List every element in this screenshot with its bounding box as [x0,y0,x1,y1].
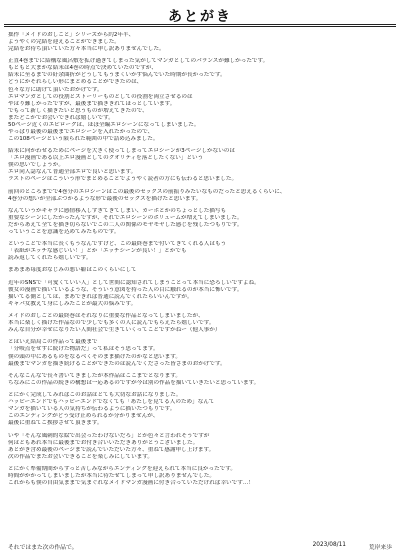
text-line: だからあえて全てを描き切らないでこの二人の関係のモヤモヤした感じを残したつもりです。 [8,221,243,228]
text-line: とはいえ結局この作品って最後まで [8,339,98,346]
paragraph [8,313,392,334]
text-line: 結末に至るまでの紆余曲折がどうしてもうまくいかず悩んでいた時期が長かったです。 [8,72,226,79]
text-line: でもって新しく描きたいと思うものが増えてきたので、 [8,107,148,114]
text-line: マンガを描いている人の気持ちが伝わるように描いたつもりです。 [8,406,176,413]
text-line: 近年のSNSで「可愛くていい人」として世間に認知されてしまうことって本当に恐ろしいですよね。 [8,279,260,286]
text-line: もともと大まかな結末は4巻の時点で決めていたのですが、 [8,65,157,72]
text-line: 最後までマンガを描き続けることができたのは読んでくださった皆さまのおかげです。 [8,360,226,367]
paragraph [8,373,392,387]
text-line: ラストのページはこういう形でまとめることでようやく読者の方にも伝わると思いました。 [8,176,238,183]
afterword-body [8,32,392,492]
text-line: 正直4巻までに結構な風呂敷を拡げ過ぎてしまった気がしてマンガとしてのバランスが難しかったです。 [8,58,269,65]
text-line: これからも僕の自由気ままで気まぐれなメイドマンガ漫画に付き合っていただければ幸いです…！ [8,479,255,486]
text-line: あとがき含め最後のページまで読んでいただいた方々、重ねて感謝申し上げます。 [8,446,215,453]
text-line: 時間がかかってしまいましたが本当に待たせてしまって申し訳ありませんでした。 [8,472,215,479]
text-line: ハッピーエンドでもハッピーエンドでなくても「あたしを見てる人のため」なんて [8,399,215,406]
text-line: みんな自分が幸せになりたい人間社会で生きていくってことですかねー（他人事か） [8,327,221,334]
text-line: 最後に重ねてご挨拶させて頂きます。 [8,420,103,427]
paragraph [8,148,392,183]
text-line: どうにかそれらしい形にまとめることができたのは、 [8,79,143,86]
text-line: キャバ女教えて身にしみたことが最大の悩みです。 [8,300,137,307]
text-line: 結末に向かわせるためにページを大きく使ってしまってエロシーンが3ページしかないのは [8,148,235,155]
text-line: またどこかでお会いできれば嬉しいです。 [8,114,114,121]
text-line: 次の作品でまたお会いできることを楽しみにしています。 [8,453,153,460]
paragraph [8,433,392,461]
text-line: エロマンガとしての役割とストーリーものとしての役割を両立させるのは [8,93,193,100]
text-line: 僕の思いでしょうか。 [8,162,64,169]
text-line: ちなみにこの作品の続きの構想は一応あるのですが今は別の作品を描いていきたいと思っています。 [8,379,260,386]
text-line: なんていうかキャラに感情移入しすぎてきてしまい、カーボとかのちょっとした描写も [8,207,227,214]
text-line: 前回のところまでで4巻分のエロシーンはこの最後のセックスの前振りみたいなものだったと思えるくらいに、 [8,188,286,195]
signature-footer [8,542,392,552]
text-line: とにかく準備期間からずっと苦しみながらエンディングを迎えられて本当に良かったです。 [8,465,237,472]
paragraph [8,32,392,53]
text-line: まあまあ毎度おなじみの悪い癖はこのくらいにして [8,267,137,274]
text-line: 4巻分の想いが全部ぶつかるような形で最後のセックスを描けたと思います。 [8,195,202,202]
text-line: 「分岐点をせずに続けた物語だ」って私はそう思ってます。 [8,346,159,353]
text-line: 僕の頭の中にあるものをなるべくそのまま描けたのかなと思います。 [8,353,181,360]
text-line: とにかく完成してみればこのお話はとても大切なお話になりました。 [8,392,182,399]
closing-line: それではまた次の作品で。 [8,545,78,551]
paragraph [8,189,392,203]
text-line: このエンディングがどう受け止められるか分かりませんが、 [8,413,159,420]
text-line: 50ページ近くのエピローグは、ほぼ全編エロシーンになってしまいました。 [8,121,200,128]
text-line: っていうことを意識を込めてみたものです。 [8,228,120,235]
text-line: いや「そんな風刺的な絵で出会ったわけないだろ」とか色々と言われそうですが [8,432,210,439]
author-name: 荒岸来歩 [368,545,392,551]
text-line: 完結をお待ち頂いていた方々本当に申し訳ありませんでした。 [8,46,165,53]
paragraph [8,392,392,427]
text-line: 読み返してくれたら嬉しいです。 [8,255,92,262]
text-line: 重要なシーンにしたかったんですが、それでエロシーンのボリュームが増えてしまいました。 [8,214,243,221]
paragraph [8,339,392,367]
text-line: そんなこんなで長々書いてきましたが本作品はここまでとなります。 [8,372,181,379]
paragraph [8,280,392,308]
text-line: この108ページという限られた範囲の中で詰め込みました。 [8,135,159,142]
paragraph [8,241,392,262]
text-line: やっぱり最後の最後までエロシーンを入れたかったので、 [8,128,154,135]
title-underline [4,24,396,25]
text-line: 拙作「メイドのおしごと」シリーズから約2年半、 [8,32,135,38]
text-line: 何はともあれ本当に最後までお付き合いいただきありがとうございました。 [8,439,199,446]
page-title: あとがき [168,9,232,25]
title-underline-second [4,26,396,27]
paragraph [8,466,392,487]
paragraph [8,58,392,143]
text-line: メイドのおしごとの最終巻はそれなりに重要な作品となってしまいましたが、 [8,313,204,320]
paragraph [8,208,392,236]
signature-date: 2023/08/11 [312,542,346,548]
text-line: 彼女の漫画で描いているような、そういう意図を持った人の目に触れるのが本当に怖いです。 [8,286,243,293]
text-line: ようやくの完結を迎えることができました。 [8,39,120,46]
text-line: やはり難しかったですが、最後まで描ききれてほっとしています。 [8,100,176,107]
text-line: ということで本当に長くもうなんですけど、この最終巻まで付いてきてくれる人はもう [8,241,227,248]
title-wrap [0,6,400,26]
paragraph [8,267,392,274]
text-line: 「エロ漫画である以上エロ漫画としてのクオリティを落としたくない」という [8,155,204,162]
text-line: 色々な方に助けて頂いたおかげです。 [8,86,103,93]
text-line: 本当に楽しく描けた作品なので少しでも多くの人に読んでもらえたら嬉しいです。 [8,320,215,327]
text-line: エロ同人誌なんて普通全部エロで良いと思います。 [8,169,137,176]
text-line: 「表紙がエッチな感じいい！」とか「エッチシーンが良い！」とかでも [8,248,187,255]
text-line: 描いてる側としては、まあできれば普通に読んでくれたらいいんですが。 [8,293,193,300]
